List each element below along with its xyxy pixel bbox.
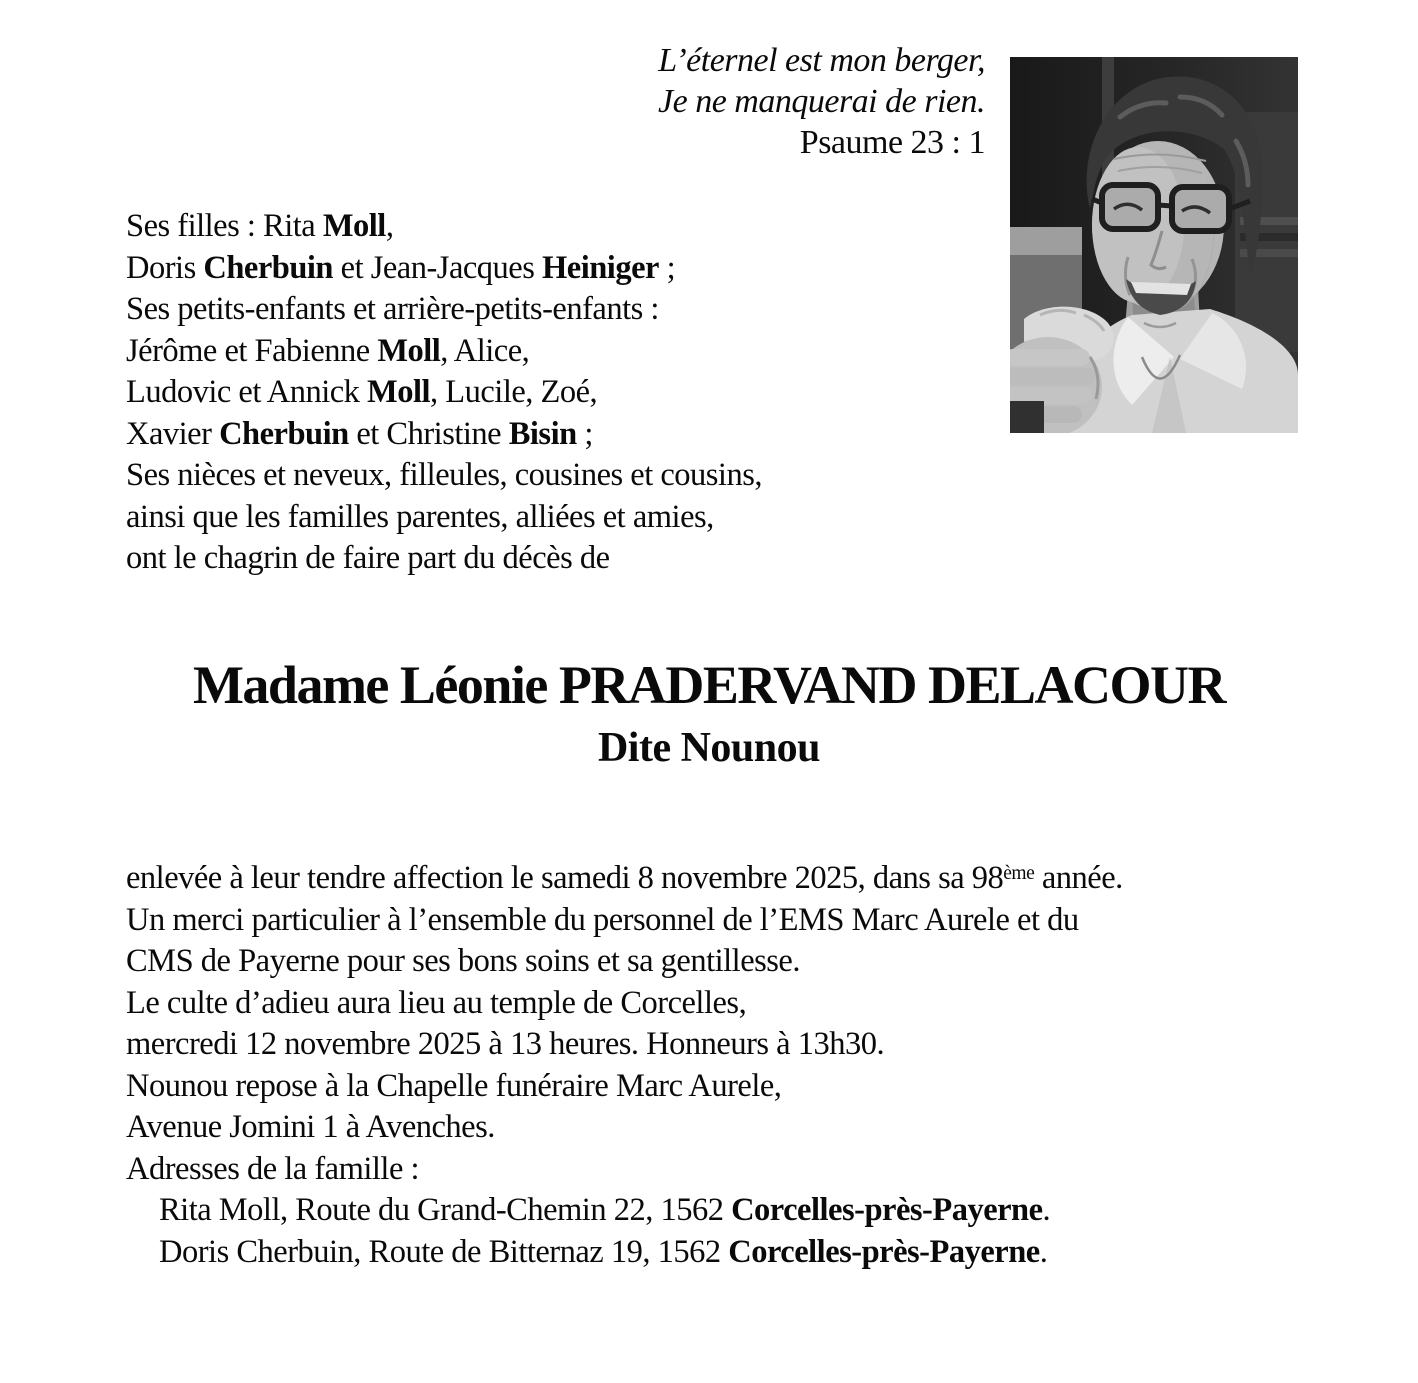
text-line: ainsi que les familles parentes, alliées et amies, <box>126 498 714 535</box>
quote-reference: Psaume 23 : 1 <box>799 124 985 161</box>
announcement-details <box>126 858 1123 1273</box>
text-line: mercredi 12 novembre 2025 à 13 heures. Honneurs à 13h30. <box>126 1026 885 1062</box>
text-line: enlevée à leur tendre affection le samedi 8 novembre 2025, dans sa 98ème année. <box>126 860 1123 896</box>
text-line: Ses petits-enfants et arrière-petits-enfants : <box>126 291 659 327</box>
quote-line: L’éternel est mon berger, <box>658 42 985 79</box>
scripture-quote <box>0 40 985 163</box>
text-line: Doris Cherbuin et Jean-Jacques Heiniger ; <box>126 249 676 286</box>
text-line: Jérôme et Fabienne Moll, Alice, <box>126 332 530 369</box>
text-line: Avenue Jomini 1 à Avenches. <box>126 1109 495 1145</box>
text-line: Nounou repose à la Chapelle funéraire Marc Aurele, <box>126 1067 782 1104</box>
text-line: Adresses de la famille : <box>126 1150 420 1187</box>
text-line: Ses nièces et neveux, filleules, cousines et cousins, <box>126 457 762 493</box>
text-line: Doris Cherbuin, Route de Bitternaz 19, 1562 Corcelles-près-Payerne. <box>159 1233 1048 1270</box>
text-line: Rita Moll, Route du Grand-Chemin 22, 1562 Corcelles-près-Payerne. <box>159 1192 1051 1228</box>
text-line: Le culte d’adieu aura lieu au temple de Corcelles, <box>126 984 747 1021</box>
portrait-photo <box>1010 57 1298 433</box>
text-line: CMS de Payerne pour ses bons soins et sa gentillesse. <box>126 943 800 979</box>
deceased-name: Madame Léonie PRADERVAND DELACOUR <box>192 655 1226 715</box>
family-announcement <box>126 206 762 580</box>
deceased-nickname: Dite Nounou <box>597 725 821 771</box>
quote-line: Je ne manquerai de rien. <box>658 83 985 120</box>
text-line: Ludovic et Annick Moll, Lucile, Zoé, <box>126 374 598 410</box>
text-line: Ses filles : Rita Moll, <box>126 208 394 244</box>
text-line: ont le chagrin de faire part du décès de <box>126 540 610 576</box>
text-line: Xavier Cherbuin et Christine Bisin ; <box>126 415 593 452</box>
text-line: Un merci particulier à l’ensemble du personnel de l’EMS Marc Aurele et du <box>126 901 1079 938</box>
